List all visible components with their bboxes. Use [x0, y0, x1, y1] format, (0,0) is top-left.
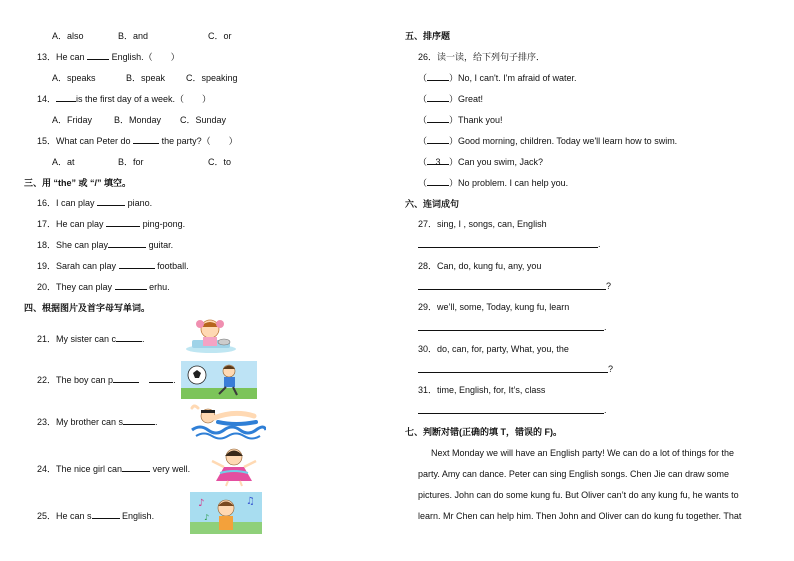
answer-blank[interactable] — [149, 374, 173, 383]
line-end-punct: . — [604, 405, 607, 415]
q15-option-a: A．at — [52, 157, 75, 167]
boy-swimming-picture — [190, 402, 266, 440]
q23: 23．My brother can s . — [37, 417, 158, 427]
answer-blank[interactable] — [92, 510, 120, 519]
q16: 16．I can play piano. — [37, 198, 153, 208]
q21: 21．My sister can c . — [37, 334, 145, 344]
answer-blank[interactable] — [115, 281, 147, 290]
q13-option-c: C．speaking — [186, 73, 238, 83]
q29-words: 29．we’ll, some, Today, kung fu, learn — [418, 302, 570, 312]
answer-blank[interactable] — [122, 463, 150, 472]
section-6-title: 六、连词成句 — [405, 199, 460, 209]
q15-option-c: C．to — [208, 157, 232, 167]
answer-line[interactable] — [418, 247, 598, 248]
q15-question: 15．What can Peter do the party?（ ） — [37, 136, 238, 146]
q24: 24．The nice girl can very well. — [37, 464, 191, 474]
order-blank[interactable] — [427, 135, 449, 144]
q26-item: （ ）No, I can't. I'm afraid of water. — [418, 73, 577, 83]
q26-item: （ ）Thank you! — [418, 115, 503, 125]
q18: 18．She can play guitar. — [37, 240, 174, 250]
answer-line[interactable] — [418, 372, 608, 373]
section-7-title: 七、判断对错(正确的填 T，错误的 F)。 — [405, 427, 562, 437]
q28-words: 28．Can, do, kung fu, any, you — [418, 261, 542, 271]
svg-text:♪: ♪ — [198, 498, 205, 509]
q19: 19．Sarah can play football. — [37, 261, 189, 271]
girl-cooking-picture — [184, 318, 238, 354]
answer-blank[interactable] — [108, 239, 146, 248]
answer-blank[interactable] — [97, 197, 125, 206]
passage-line: Next Monday we will have an English party! We can do a lot of things for the — [431, 448, 734, 458]
q20: 20．They can play erhu. — [37, 282, 170, 292]
q13-option-b: B．speak — [126, 73, 166, 83]
answer-blank[interactable] — [87, 51, 109, 60]
svg-text:♫: ♫ — [246, 496, 255, 507]
order-blank[interactable]: 3 — [427, 156, 449, 165]
section-5-title: 五、排序题 — [405, 31, 451, 41]
q13-question: 13．He can English.（ ） — [37, 52, 180, 62]
order-blank[interactable] — [427, 93, 449, 102]
q12-option-a: A．also — [52, 31, 84, 41]
q12-option-c: C．or — [208, 31, 232, 41]
q14-option-c: C．Sunday — [180, 115, 227, 125]
boy-football-picture — [181, 361, 257, 399]
q14-option-b: B．Monday — [114, 115, 162, 125]
passage-line: learn. Mr Chen can help him. Then John and Oliver can do kung fu together. That — [418, 511, 742, 521]
answer-blank[interactable] — [116, 333, 142, 342]
q26-prompt: 26．读一读，给下列句子排序． — [418, 52, 546, 62]
answer-blank[interactable] — [123, 416, 155, 425]
line-end-punct: . — [604, 322, 607, 332]
q14-option-a: A．Friday — [52, 115, 93, 125]
section-4-title: 四、根据图片及首字母写单词。 — [24, 303, 151, 313]
passage-line: pictures. John can do some kung fu. But Oliver can’t do any kung fu, he wants to — [418, 490, 739, 500]
q12-option-b: B．and — [118, 31, 149, 41]
q26-item: （ 3 ）Can you swim, Jack? — [418, 157, 544, 167]
line-end-punct: . — [598, 239, 601, 249]
q25: 25．He can s English. — [37, 511, 155, 521]
q15-option-b: B．for — [118, 157, 144, 167]
passage-line: party. Amy can dance. Peter can sing English songs. Chen Jie can draw some — [418, 469, 729, 479]
q30-words: 30．do, can, for, party, What, you, the — [418, 344, 569, 354]
section-3-title: 三、用 “the” 或 “/” 填空。 — [24, 178, 132, 188]
q26-item: （ ）Good morning, children. Today we'll learn how to swim. — [418, 136, 678, 146]
line-end-punct: ? — [606, 281, 612, 291]
svg-text:♪: ♪ — [204, 513, 210, 522]
q27-words: 27．sing, I , songs, can, English — [418, 219, 547, 229]
q31-words: 31．time, English, for, It’s, class — [418, 385, 546, 395]
answer-line[interactable] — [418, 330, 604, 331]
q26-item: （ ）No problem. I can help you. — [418, 178, 569, 188]
line-end-punct: ? — [608, 364, 614, 374]
answer-blank[interactable] — [106, 218, 140, 227]
answer-blank[interactable] — [56, 93, 76, 102]
q14-question: 14． is the first day of a week.（ ） — [37, 94, 212, 104]
q13-option-a: A．speaks — [52, 73, 96, 83]
answer-line[interactable] — [418, 289, 606, 290]
answer-blank[interactable] — [133, 135, 159, 144]
answer-blank[interactable] — [119, 260, 155, 269]
q17: 17．He can play ping-pong. — [37, 219, 186, 229]
girl-dancing-picture — [206, 447, 262, 487]
order-blank[interactable] — [427, 72, 449, 81]
boy-singing-picture — [190, 492, 262, 534]
order-blank[interactable] — [427, 177, 449, 186]
order-blank[interactable] — [427, 114, 449, 123]
answer-line[interactable] — [418, 413, 604, 414]
q26-item: （ ）Great! — [418, 94, 484, 104]
answer-blank[interactable] — [113, 374, 139, 383]
q22: 22．The boy can p . — [37, 375, 176, 385]
